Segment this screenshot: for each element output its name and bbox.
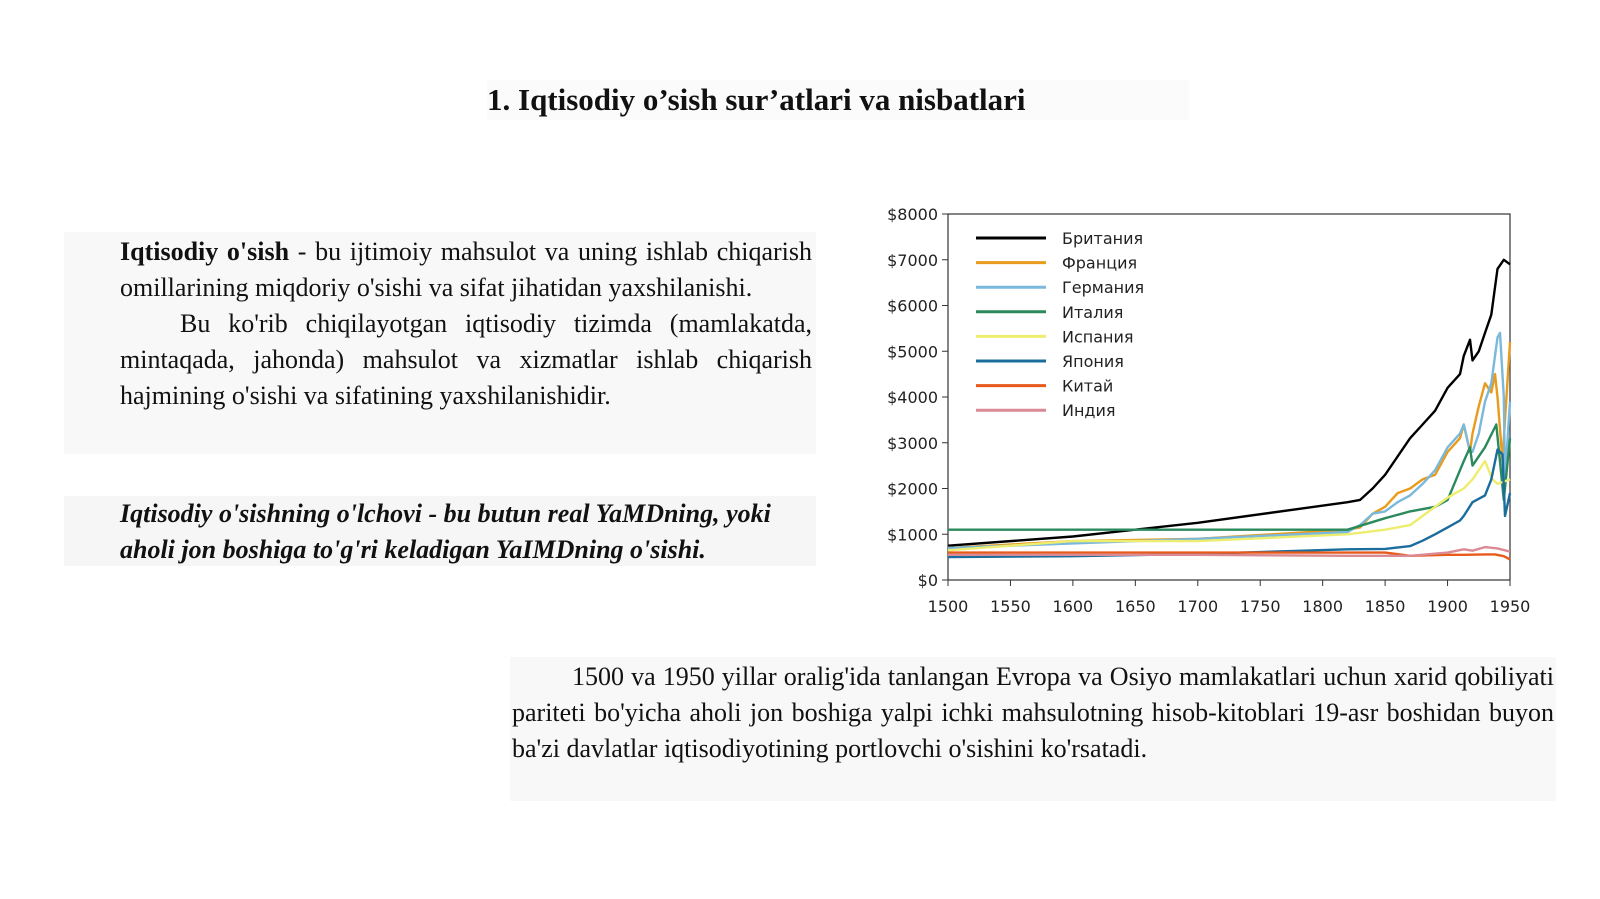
slide-title [487, 80, 1189, 120]
definition-term: Iqtisodiy o'sish [120, 237, 290, 266]
y-tick-label: $8000 [887, 205, 938, 224]
x-tick-label: 1750 [1239, 597, 1281, 616]
definition-paragraph [120, 234, 812, 306]
chart-caption: 1500 va 1950 yillar oralig'ida tanlangan Evropa va Osiyo mamlakatlari uchun xarid qobiliyati pariteti bo'yicha aholi jon boshiga yalpi ichki mahsulotning hisob-kitoblari 19-asr boshidan buyon ba'zi davlatlar iqtisodiyotining portlovchi o'sishini ko'rsatadi. [512, 662, 1554, 763]
y-tick-label: $0 [917, 571, 938, 590]
legend-label-4: Италия [1062, 302, 1124, 322]
y-tick-label: $6000 [887, 296, 938, 316]
x-tick-label: 1650 [1114, 597, 1156, 616]
legend-label-6: Япония [1062, 352, 1124, 371]
y-tick-label: $3000 [887, 433, 938, 453]
legend-label-7: Китай [1062, 376, 1114, 396]
definition-body: - bu ijtimoiy mahsulot va uning ishlab chiqarish omillarining miqdoriy o'sishi va sifat jihatidan yaxshilanishi. [120, 237, 812, 302]
measure-text: Iqtisodiy o'sishning o'lchovi - bu butun real YaMDning, yoki aholi jon boshiga to'g'ri keladigan YaIMDning o'sishi. [120, 499, 771, 564]
definition-text [120, 234, 812, 488]
x-tick-label: 1900 [1427, 597, 1468, 616]
legend-label-8: Индия [1062, 401, 1116, 421]
slide-title-text: 1. Iqtisodiy o’sish sur’atlari va nisbatlari [487, 82, 1026, 117]
legend-label-1: Британия [1062, 229, 1144, 248]
legend-label-3: Германия [1062, 278, 1145, 298]
y-tick-label: $1000 [887, 525, 938, 545]
plot-frame [948, 214, 1510, 580]
x-tick-label: 1600 [1052, 597, 1094, 616]
x-tick-label: 1500 [927, 597, 969, 616]
y-tick-label: $4000 [887, 388, 938, 407]
y-tick-label: $2000 [887, 479, 938, 499]
definition-paragraph-2: Bu ko'rib chiqilayotgan iqtisodiy tizimda (mamlakatda, mintaqada, jahonda) mahsulot va xizmatlar ishlab chiqarish hajmining o'sishi va sifatining yaxshilanishidir. [120, 309, 812, 410]
x-tick-label: 1700 [1177, 597, 1219, 616]
x-tick-label: 1550 [990, 597, 1031, 616]
y-tick-label: $7000 [887, 250, 938, 270]
y-tick-label: $5000 [887, 342, 938, 362]
legend-label-2: Франция [1062, 253, 1138, 273]
legend-label-5: Испания [1062, 327, 1134, 347]
x-tick-label: 1850 [1364, 597, 1406, 616]
x-tick-label: 1800 [1302, 597, 1344, 616]
x-tick-label: 1950 [1489, 597, 1531, 616]
gdp-line-chart [840, 190, 1531, 630]
